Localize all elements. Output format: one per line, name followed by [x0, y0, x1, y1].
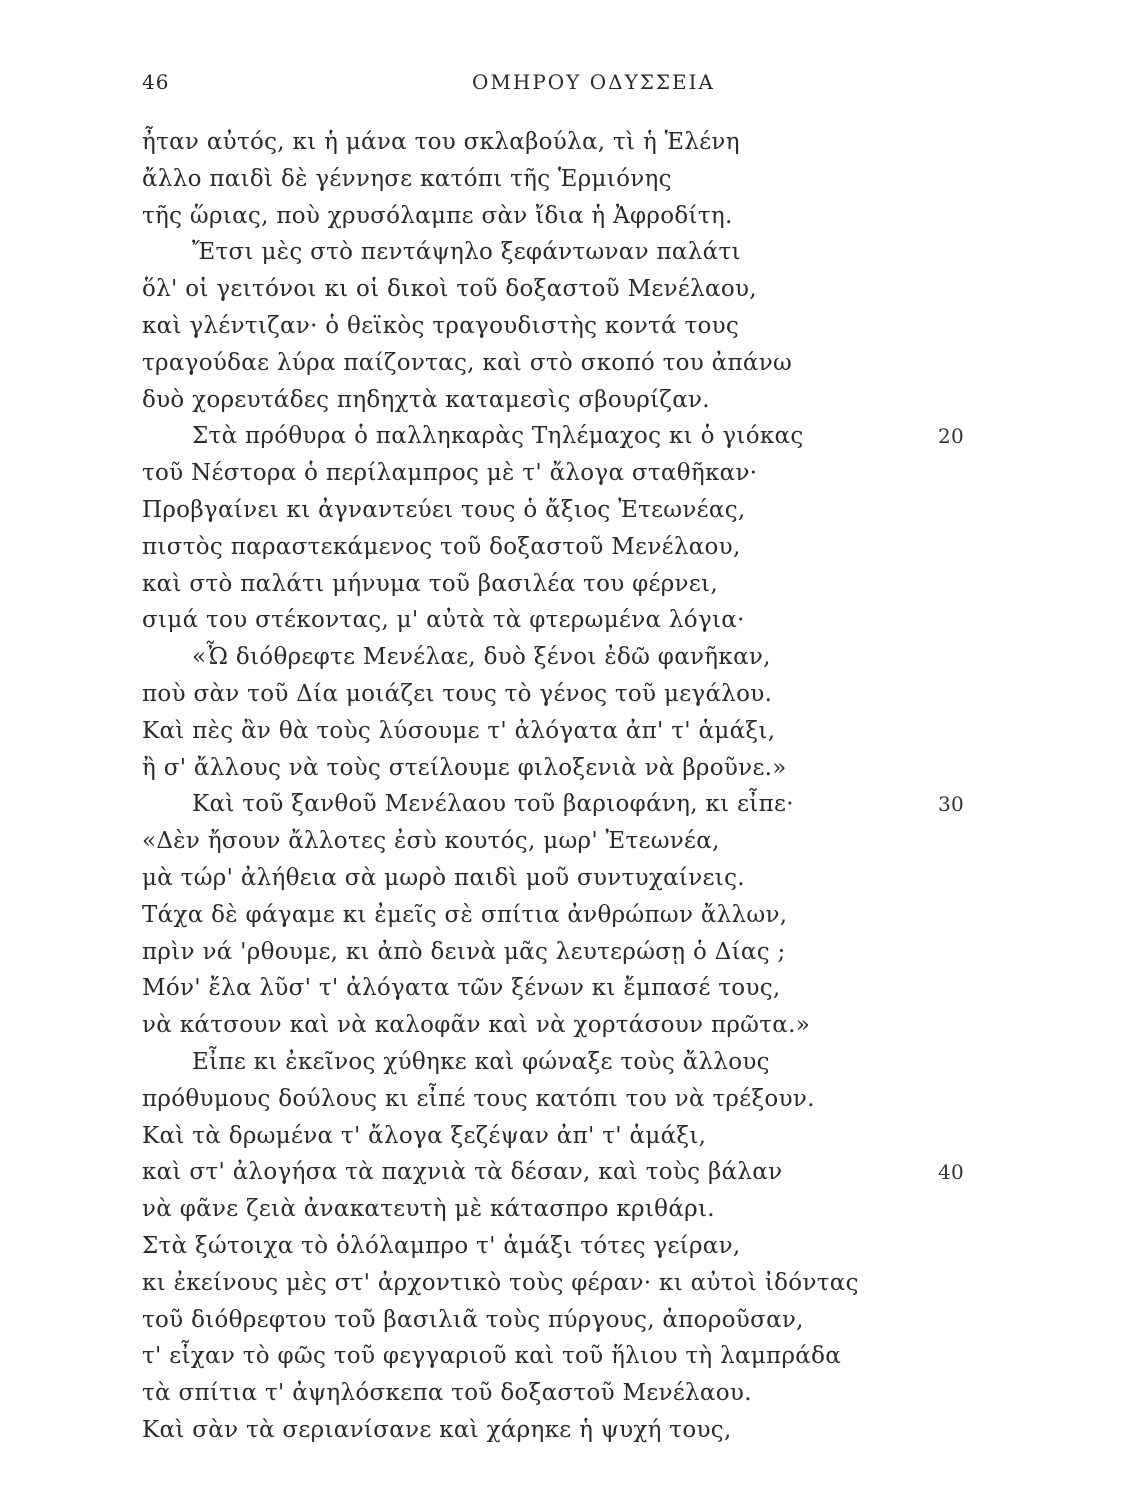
verse-line: [142, 713, 1022, 750]
verse-line: [142, 1412, 1022, 1449]
verse-line: [142, 1265, 1022, 1302]
verse-text: καὶ στ' ἀλογήσα τὰ παχνιὰ τὰ δέσαν, καὶ τοὺς βάλαν: [142, 1159, 783, 1186]
verse-text: πρὶν νά 'ρθουμε, κι ἀπὸ δεινὰ μᾶς λευτερώσῃ ὁ Δίας ;: [142, 938, 786, 965]
verse-line: [142, 1338, 1022, 1375]
verse-line: [142, 860, 1022, 897]
verse-line: [142, 934, 1022, 971]
page-number: 46: [142, 70, 170, 94]
verse-text: πρόθυμους δούλους κι εἶπέ τους κατόπι του νὰ τρέξουν.: [142, 1085, 815, 1112]
verse-text: Καὶ τὰ δρωμένα τ' ἄλογα ξεζέψαν ἀπ' τ' ἁμάξι,: [142, 1122, 707, 1149]
verse-line: [142, 1302, 1022, 1339]
verse-line: [142, 750, 1022, 787]
verse-line: [142, 234, 1022, 271]
verse-line: [142, 566, 1022, 603]
verse-line: [142, 970, 1022, 1007]
verse-line: [142, 1191, 1022, 1228]
verse-line: [142, 639, 1022, 676]
verse-line: [142, 492, 1022, 529]
verse-line: [142, 1044, 1022, 1081]
line-number: 20: [938, 424, 965, 449]
poem-text: [142, 124, 1022, 1449]
verse-line: [142, 1081, 1022, 1118]
verse-text: Προβγαίνει κι ἀγναντεύει τους ὁ ἄξιος Ἐτεωνέας,: [142, 496, 746, 523]
verse-line: [142, 1154, 1022, 1191]
verse-text: Καὶ σὰν τὰ σεριανίσανε καὶ χάρηκε ἡ ψυχή τους,: [142, 1416, 732, 1443]
verse-text: Στὰ ξώτοιχα τὸ ὁλόλαμπρο τ' ἁμάξι τότες γείραν,: [142, 1232, 741, 1259]
verse-text: νὰ κάτσουν καὶ νὰ καλοφᾶν καὶ νὰ χορτάσουν πρῶτα.»: [142, 1012, 811, 1039]
verse-line: [142, 124, 1022, 161]
line-number: 30: [938, 792, 965, 817]
page-header: [0, 70, 1147, 104]
verse-text: τ' εἶχαν τὸ φῶς τοῦ φεγγαριοῦ καὶ τοῦ ἥλιου τὴ λαμπράδα: [142, 1343, 842, 1370]
verse-line: [142, 308, 1022, 345]
verse-text: τραγούδαε λύρα παίζοντας, καὶ στὸ σκοπό του ἀπάνω: [142, 349, 793, 376]
verse-line: [142, 897, 1022, 934]
verse-text: Ἔτσι μὲς στὸ πεντάψηλο ξεφάντωναν παλάτι: [192, 239, 741, 266]
verse-line: [142, 1375, 1022, 1412]
verse-text: τὰ σπίτια τ' ἀψηλόσκεπα τοῦ δοξαστοῦ Μενέλαου.: [142, 1380, 752, 1407]
verse-text: «Ὦ διόθρεφτε Μενέλαε, δυὸ ξένοι ἐδῶ φανῆκαν,: [192, 644, 771, 671]
verse-line: [142, 161, 1022, 198]
verse-text: σιμά του στέκοντας, μ' αὐτὰ τὰ φτερωμένα λόγια·: [142, 607, 745, 634]
verse-text: ἢ σ' ἄλλους νὰ τοὺς στείλουμε φιλοξενιὰ νὰ βροῦνε.»: [142, 754, 787, 781]
verse-line: [142, 676, 1022, 713]
verse-text: καὶ γλέντιζαν· ὁ θεϊκὸς τραγουδιστὴς κοντά τους: [142, 312, 740, 339]
verse-text: Εἶπε κι ἐκεῖνος χύθηκε καὶ φώναξε τοὺς ἄλλους: [192, 1048, 770, 1075]
verse-line: [142, 345, 1022, 382]
verse-text: Μόν' ἔλα λῦσ' τ' ἀλόγατα τῶν ξένων κι ἔμπασέ τους,: [142, 975, 781, 1002]
verse-text: τοῦ διόθρεφτου τοῦ βασιλιᾶ τοὺς πύργους, ἀποροῦσαν,: [142, 1306, 804, 1333]
verse-text: ὅλ' οἱ γειτόνοι κι οἱ δικοὶ τοῦ δοξαστοῦ Μενέλαου,: [142, 276, 757, 303]
verse-line: [142, 455, 1022, 492]
verse-text: κι ἐκείνους μὲς στ' ἀρχοντικὸ τοὺς φέραν· κι αὐτοὶ ἰδόντας: [142, 1269, 859, 1296]
verse-text: ποὺ σὰν τοῦ Δία μοιάζει τους τὸ γένος τοῦ μεγάλου.: [142, 680, 773, 707]
verse-line: [142, 198, 1022, 235]
verse-line: [142, 602, 1022, 639]
verse-text: τῆς ὥριας, ποὺ χρυσόλαμπε σὰν ἴδια ἡ Ἀφροδίτη.: [142, 202, 733, 229]
verse-line: [142, 382, 1022, 419]
verse-text: δυὸ χορευτάδες πηδηχτὰ καταμεσὶς σβουρίζαν.: [142, 386, 710, 413]
verse-text: καὶ στὸ παλάτι μήνυμα τοῦ βασιλέα του φέρνει,: [142, 570, 718, 597]
verse-line: [142, 418, 1022, 455]
verse-text: Τάχα δὲ φάγαμε κι ἐμεῖς σὲ σπίτια ἀνθρώπων ἄλλων,: [142, 901, 788, 928]
verse-line: [142, 529, 1022, 566]
verse-text: Στὰ πρόθυρα ὁ παλληκαρὰς Τηλέμαχος κι ὁ γιόκας: [192, 423, 804, 450]
verse-line: [142, 1228, 1022, 1265]
verse-text: Καὶ πὲς ἂν θὰ τοὺς λύσουμε τ' ἀλόγατα ἀπ' τ' ἁμάξι,: [142, 717, 776, 744]
verse-line: [142, 271, 1022, 308]
running-title: ΟΜΗΡΟΥ ΟΔΥΣΣΕΙΑ: [472, 70, 715, 94]
verse-text: μὰ τώρ' ἀλήθεια σὰ μωρὸ παιδὶ μοῦ συντυχαίνεις.: [142, 864, 745, 891]
verse-text: ἦταν αὐτός, κι ἡ μάνα του σκλαβούλα, τὶ ἡ Ἑλένη: [142, 129, 740, 155]
verse-line: [142, 1118, 1022, 1155]
verse-text: «Δὲν ἤσουν ἄλλοτες ἐσὺ κουτός, μωρ' Ἐτεωνέα,: [142, 828, 720, 855]
line-number: 40: [938, 1160, 965, 1185]
verse-text: νὰ φᾶνε ζειὰ ἀνακατευτὴ μὲ κάτασπρο κριθάρι.: [142, 1196, 715, 1223]
verse-line: [142, 786, 1022, 823]
verse-text: τοῦ Νέστορα ὁ περίλαμπρος μὲ τ' ἄλογα σταθῆκαν·: [142, 460, 758, 487]
verse-text: πιστὸς παραστεκάμενος τοῦ δοξαστοῦ Μενέλαου,: [142, 533, 741, 560]
verse-line: [142, 823, 1022, 860]
verse-line: [142, 1007, 1022, 1044]
verse-text: Καὶ τοῦ ξανθοῦ Μενέλαου τοῦ βαριοφάνη, κι εἶπε·: [192, 791, 794, 818]
verse-text: ἄλλο παιδὶ δὲ γέννησε κατόπι τῆς Ἑρμιόνης: [142, 165, 672, 192]
